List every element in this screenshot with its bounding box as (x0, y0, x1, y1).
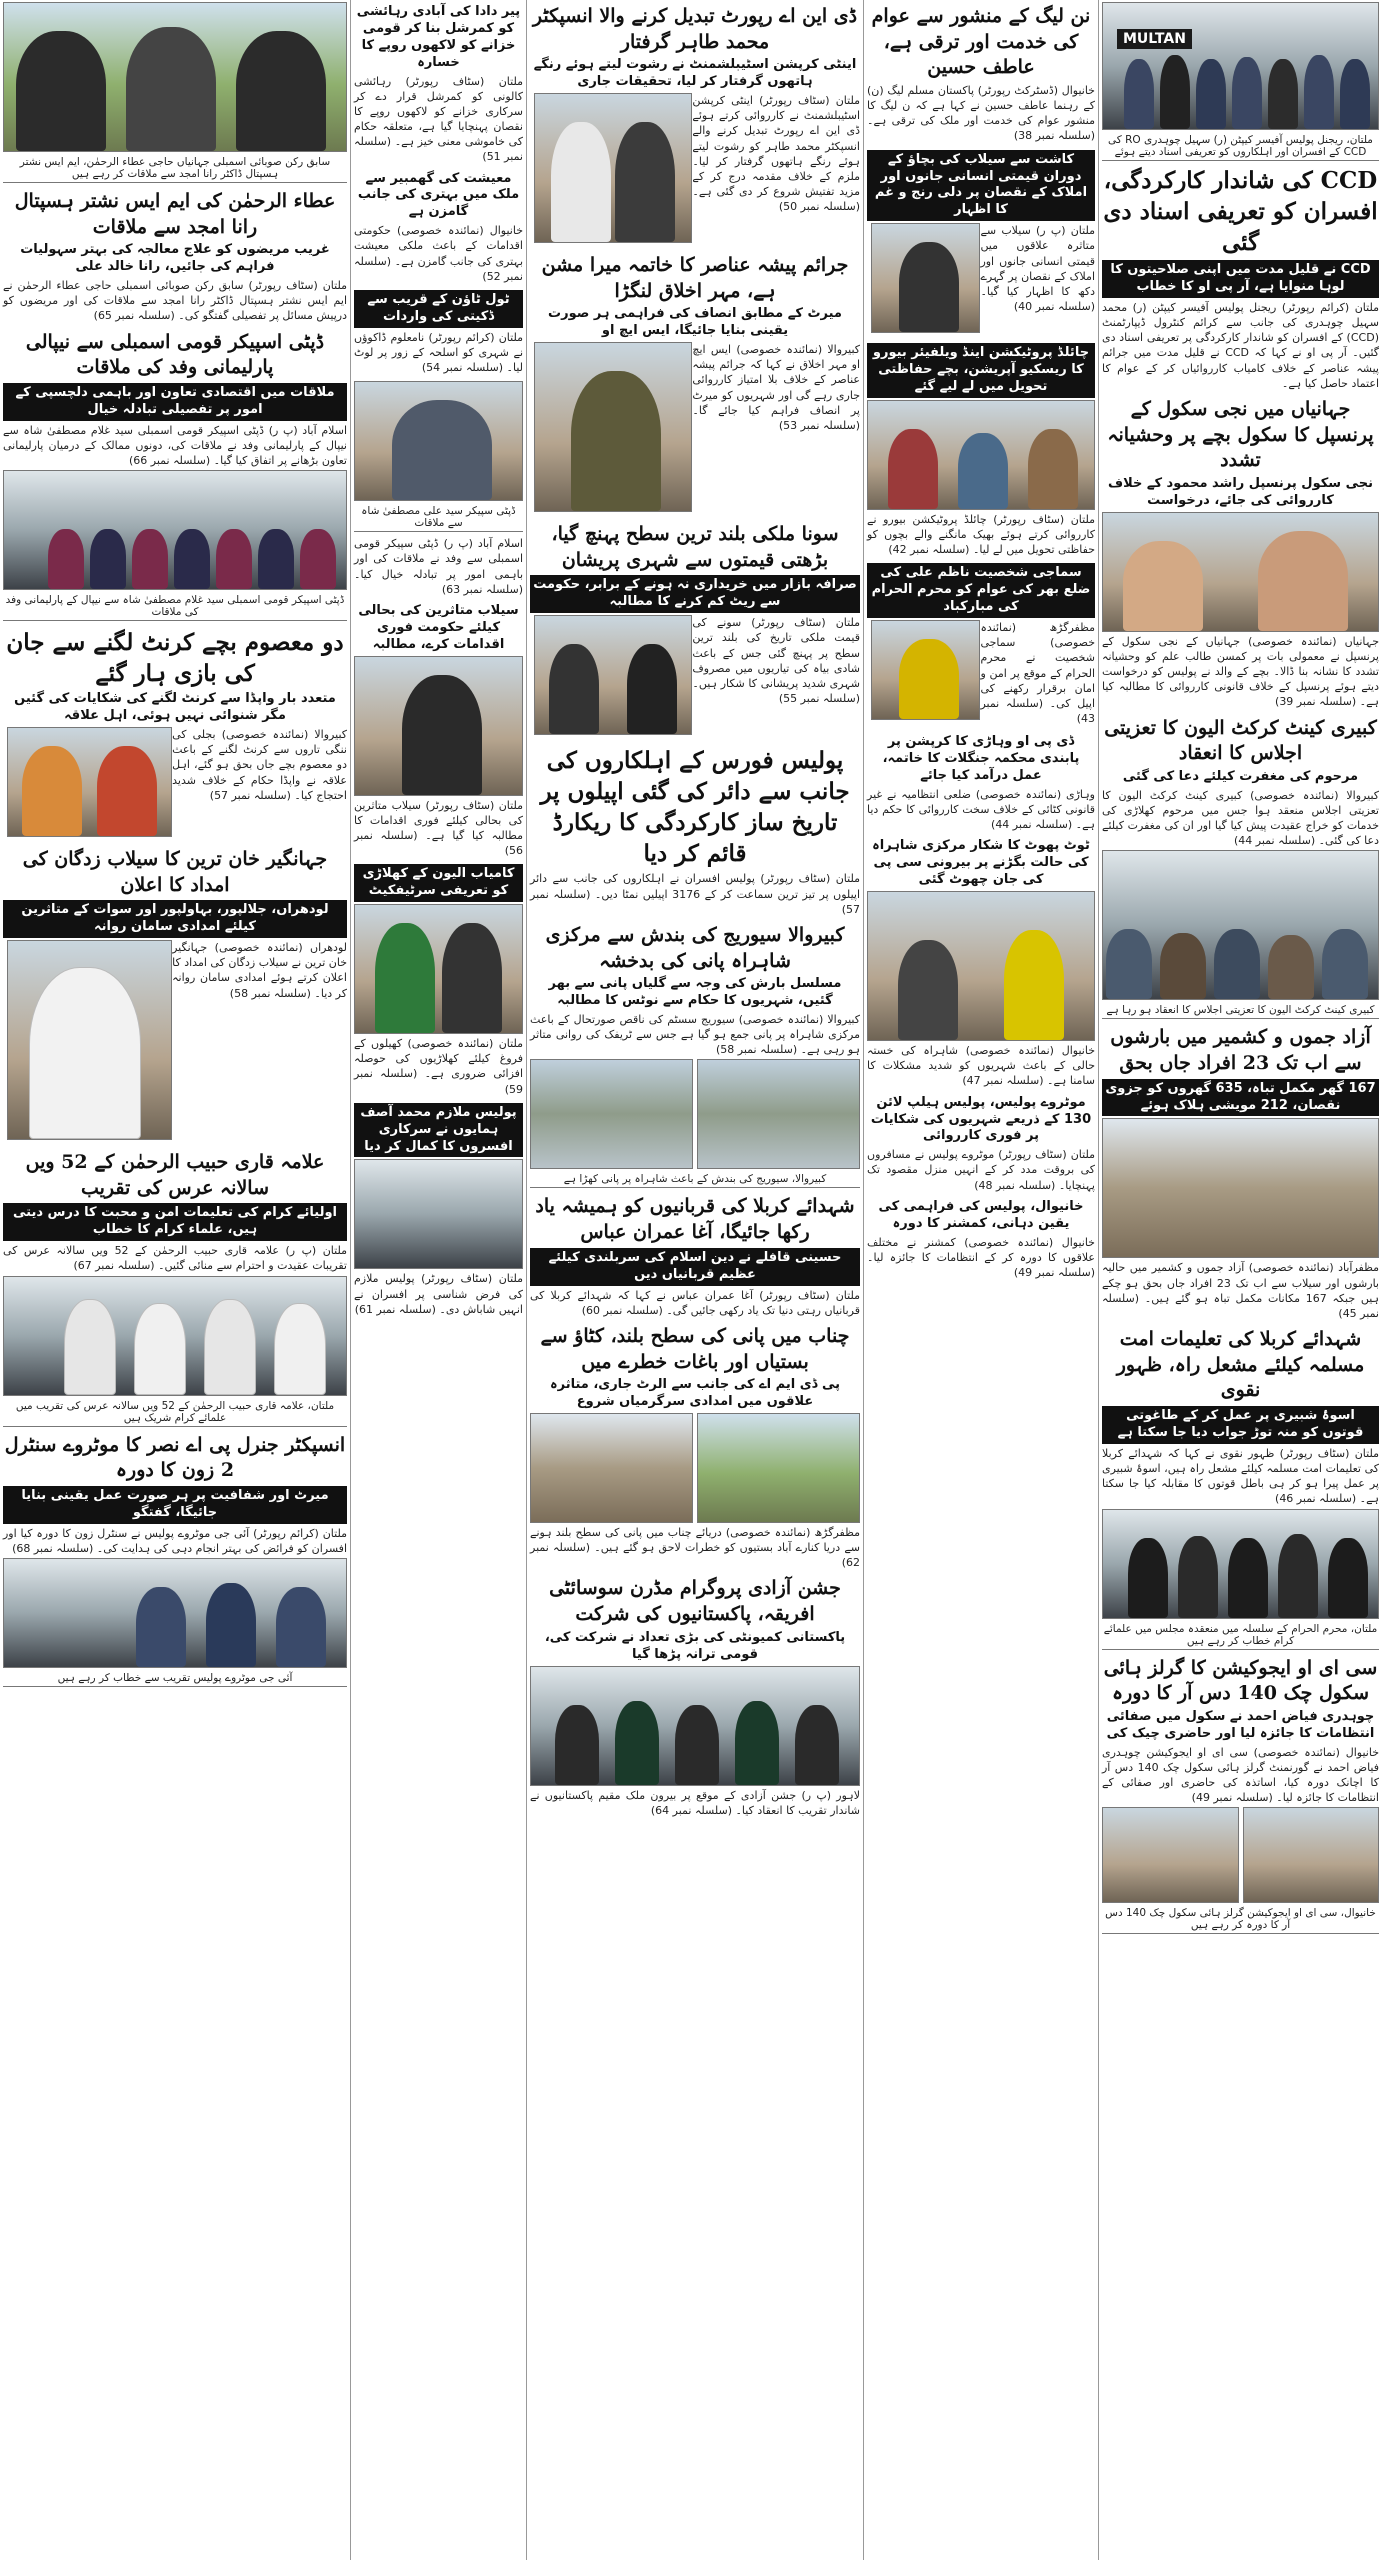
social-figure-headline: سماجی شخصیت ناظم علی کی ضلع بھر کی عوام کو محرم الحرام کی مبارکباد (867, 563, 1095, 618)
story-police-employee (354, 1103, 523, 1317)
independence-day-headline: جشن آزادی پروگرام مڈرن سوسائٹی افریقہ، پاکستانیوں کی شرکت (549, 1577, 841, 1626)
motorway-help-body: ملتان (سٹاف رپورٹر) موٹروے پولیس نے مسافروں کی بروقت مدد کر کے انہیں منزل مقصود تک پہنچایا۔ (سلسلہ نمبر 48) (867, 1148, 1095, 1192)
multan-police-logo: MULTAN (1117, 29, 1192, 49)
sewerage-subheadline: مسلسل بارش کی وجہ سے گلیاں پانی سے بھر گئیں، شہریوں کا حکام سے نوٹس کا مطالبہ (548, 976, 842, 1009)
commercial-land-body: ملتان (سٹاف رپورٹر) رہائشی کالونی کو کمرشل قرار دے کر سرکاری خزانے کو لاکھوں روپے کا نقصان پہنچایا گیا ہے، متعلقہ حکام کی خاموشی معنی خیز ہے۔ (سلسلہ نمبر 51) (354, 74, 523, 164)
child-protection-headline: چائلڈ پروٹیکشن اینڈ ویلفیئر بیورو کا ریسکیو آپریشن، بچے حفاظتی تحویل میں لے لیے گئے (867, 343, 1095, 398)
police-appeals-body: ملتان (سٹاف رپورٹر) پولیس افسران نے اہلکاروں کی جانب سے دائر اپیلوں پر تیز ترین سماعت کر کے 3176 اپیلیں نمٹا دیں۔ (سلسلہ نمبر 57) (530, 872, 861, 916)
deputy-speaker-photo (354, 381, 523, 501)
story-sewerage (530, 923, 860, 1189)
story-ig-motorway (3, 1433, 347, 1687)
electrocution-body: کبیروالا (نمائندہ خصوصی) بجلی کی ننگی تاروں سے کرنٹ لگنے کے باعث دو معصوم بچے جاں بحق ہو گئے، اہل علاقہ نے واپڈا حکام کے خلاف شدید احتجاج کیا۔ (سلسلہ نمبر 57) (172, 728, 347, 802)
dna-report-headline: ڈی این اے رپورٹ تبدیل کرنے والا انسپکٹر محمد طاہر گرفتار (532, 5, 858, 53)
school-visit-photo-2 (1102, 1807, 1239, 1903)
story-urs (3, 1150, 347, 1426)
story-pmln (867, 4, 1095, 144)
grieving-family-photo (7, 727, 172, 837)
independence-event-photo (530, 1666, 860, 1786)
story-cricket-certificate (354, 864, 523, 1096)
dna-report-subheadline: اینٹی کرپشن اسٹیبلشمنٹ نے رشوت لیتے ہوئے رنگے ہاتھوں گرفتار کر لیا، تحقیقات جاری (533, 57, 857, 90)
economy-headline: معیشت کی گھمبیر سے ملک میں بہتری کی جانب گامزن ہے (357, 170, 520, 220)
robbery-body: ملتان (کرائم رپورٹر) نامعلوم ڈاکوؤں نے شہری کو اسلحہ کے زور پر لوٹ لیا۔ (سلسلہ نمبر 54) (354, 330, 523, 375)
motorway-help-headline: موٹروے پولیس، پولیس ہیلپ لائن 130 کے ذریعے شہریوں کی شکایات پر فوری کارروائی (870, 1094, 1092, 1144)
flood-relief-headline: سیلاب متاثرین کی بحالی کیلئے حکومت فوری اقدامات کرے، مطالبہ (358, 602, 519, 652)
ccd-headline: CCD کی شاندار کارکردگی، افسران کو تعریفی اسناد دی گئی (1103, 167, 1378, 257)
story-jahangir-tareen (3, 847, 347, 1144)
robbery-headline: ٹول ٹاؤن کے قریب سے ڈکیتی کی واردات (354, 290, 523, 328)
ceo-education-caption: خانیوال، سی ای او ایجوکیشن گرلز ہائی سکول چک 140 دس آر کا دورہ کر رہے ہیں (1102, 1905, 1379, 1934)
story-electrocution (3, 627, 347, 841)
injured-child-photo (1102, 512, 1379, 632)
flood-relief-body: ملتان (سٹاف رپورٹر) سیلاب متاثرین کی بحالی کیلئے فوری اقدامات کا مطالبہ کیا گیا ہے۔ (سلسلہ نمبر 56) (354, 798, 523, 858)
arrest-photo (534, 93, 692, 243)
cricket-meeting-caption: کبیری کینٹ کرکٹ الیون کا تعزیتی اجلاس کا انعقاد ہو رہا ہے (1102, 1002, 1379, 1019)
sho-body: کبیروالا (نمائندہ خصوصی) ایس ایچ او مہر اخلاق نے کہا کہ جرائم پیشہ عناصر کے خلاف بلا امتیاز کارروائی جاری رہے گی اور شہریوں کو میرٹ پر انصاف فراہم کیا جائے گا۔ (سلسلہ نمبر 53) (692, 343, 860, 432)
agha-imran-headline: شہدائے کربلا کی قربانیوں کو ہمیشہ یاد رکھا جائیگا، آغا عمران عباس (535, 1195, 855, 1244)
story-independence-day (530, 1576, 860, 1817)
story-robbery (354, 290, 523, 375)
story-chenab (530, 1324, 860, 1571)
pmln-headline: نن لیگ کے منشور سے عوام کی خدمت اور ترقی ہے، عاطف حسین (871, 5, 1091, 79)
nepal-delegation-headline: ڈپٹی اسپیکر قومی اسمبلی سے نیپالی پارلیمانی وفد کی ملاقات (25, 330, 325, 379)
urs-body: ملتان (پ ر) علامہ قاری حبیب الرحمٰن کے 52 ویں سالانہ عرس کی تقریبات عقیدت و احترام سے منائی گئیں۔ (سلسلہ نمبر 67) (3, 1244, 347, 1273)
road-damage-headline: ٹوٹ پھوٹ کا شکار مرکزی شاہراہ کی حالت بگڑنے پر بیرونی سی پی کی جان چھوٹ گئی (872, 838, 1090, 888)
atta-meeting-caption: سابق رکن صوبائی اسمبلی جہانیاں حاجی عطاء الرحمٰن، ایم ایس نشتر ہسپتال ڈاکٹر رانا امجد سے ملاقات کر رہے ہیں (3, 154, 347, 183)
waterlogged-road-photo-2 (530, 1059, 693, 1169)
story-gold-price (530, 522, 860, 739)
ceo-education-headline: سی ای او ایجوکیشن کا گرلز ہائی سکول چک 140 دس آر کا دورہ (1103, 1656, 1378, 1705)
karbala-naqvi-subheadline: اسوۂ شبیری پر عمل کر کے طاغوتی قوتوں کو منہ توڑ جواب دیا جا سکتا ہے (1102, 1406, 1379, 1444)
ig-motorway-body: ملتان (کرائم رپورٹر) آئی جی موٹروے پولیس نے سنٹرل زون کا دورہ کیا اور افسران کو فرائض کی بہتر انجام دہی کی ہدایت کی۔ (سلسلہ نمبر 68) (3, 1526, 347, 1555)
nepal-delegation-photo (3, 470, 347, 590)
independence-day-subheadline: پاکستانی کمیونٹی کی بڑی تعداد نے شرکت کی، قومی ترانہ پڑھا گیا (544, 1629, 846, 1662)
collapsed-wall-photo (1102, 1118, 1379, 1258)
story-forest (867, 734, 1095, 832)
atta-nishtar-subheadline: غریب مریضوں کو علاج معالجہ کی بہتر سہولیات فراہم کی جائیں، رانا خالد علی (20, 242, 330, 275)
ccd-subheadline: CCD نے قلیل مدت میں اپنی صلاحیتوں کا لوہا منوایا ہے، آر پی او کا خطاب (1102, 260, 1379, 298)
story-school-torture (1102, 397, 1379, 710)
story-ceo-education (1102, 1656, 1379, 1935)
majlis-caption: ملتان، محرم الحرام کے سلسلہ میں منعقدہ مجلس میں علمائے کرام خطاب کر رہے ہیں (1102, 1621, 1379, 1650)
flood-grief-portrait (871, 223, 980, 333)
flood-relief-portrait (354, 656, 523, 796)
story-karbala-naqvi (1102, 1327, 1379, 1649)
story-police-appeals (530, 745, 860, 917)
story-economy (354, 171, 523, 284)
cricket-meeting-body: کبیروالا (نمائندہ خصوصی) کبیری کینٹ کرکٹ الیون کا تعزیتی اجلاس منعقد ہوا جس میں مرحوم کھلاڑی کی خدمات کو خراج عقیدت پیش کیا گیا اور ان کی مغفرت کیلئے دعا کی گئی۔ (سلسلہ نمبر 44) (1102, 788, 1379, 848)
police-employee-photo (354, 1159, 523, 1269)
kashmir-rain-headline: آزاد جموں و کشمیر میں بارشوں سے اب تک 23 افراد جاں بحق (1110, 1026, 1371, 1075)
story-child-protection (867, 343, 1095, 557)
story-commissioner (867, 1199, 1095, 1280)
nepal-delegation-subheadline: ملاقات میں اقتصادی تعاون اور باہمی دلچسپی کے امور پر تفصیلی تبادلہ خیال (3, 383, 347, 421)
story-dna-report (530, 4, 860, 247)
cricket-meeting-headline: کبیری کینٹ کرکٹ الیون کا تعزیتی اجلاس کا انعقاد (1104, 716, 1377, 765)
story-sho (530, 253, 860, 516)
school-visit-photo-1 (1243, 1807, 1380, 1903)
pmln-body: خانیوال (ڈسٹرکٹ رپورٹر) پاکستان مسلم لیگ (ن) کے رہنما عاطف حسین نے کہا ہے کہ ن لیگ کا منشور عوام کی خدمت اور ملک کی ترقی ہے۔ (سلسلہ نمبر 38) (867, 83, 1095, 143)
urs-caption: ملتان، علامہ قاری حبیب الرحمٰن کے 52 ویں سالانہ عرس کی تقریب میں علمائے کرام شریک ہیں (3, 1398, 347, 1427)
commissioner-body: خانیوال (نمائندہ خصوصی) کمشنر نے مختلف علاقوں کا دورہ کر کے انتظامات کا جائزہ لیا۔ (سلسلہ نمبر 49) (867, 1235, 1095, 1279)
ccd-photo-caption: ملتان، ریجنل پولیس آفیسر کیپٹن (ر) سہیل چوہدری RO کی CCD کے افسران اور اہلکاروں کو تعریفی اسناد دیتے ہوئے (1102, 132, 1379, 161)
child-protection-body: ملتان (سٹاف رپورٹر) چائلڈ پروٹیکشن بیورو نے کارروائی کرتے ہوئے بھیک مانگنے والے بچوں کو حفاظتی تحویل میں لے لیا۔ (سلسلہ نمبر 42) (867, 512, 1095, 557)
ccd-body: ملتان (کرائم رپورٹر) ریجنل پولیس آفیسر کیپٹن (ر) محمد سہیل چوہدری کی جانب سے کرائم کنٹرول ڈیپارٹمنٹ (CCD) کے افسران کو شاندار کارکردگی پر تعریفی اسناد دی گئیں۔ آر پی او نے کہا کہ CCD نے قلیل مدت میں جرائم پیشہ عناصر کے خلاف کامیاب کارروائیاں کر کے عوام کا اعتماد حاصل کیا ہے۔ (1102, 300, 1379, 390)
story-ccd (1102, 2, 1379, 391)
school-torture-subheadline: نجی سکول پرنسپل راشد محمود کے خلاف کارروائی کی جائے، درخواست (1107, 475, 1374, 508)
economy-body: خانیوال (نمائندہ خصوصی) حکومتی اقدامات کے باعث ملکی معیشت بہتری کی جانب گامزن ہے۔ (سلسلہ نمبر 52) (354, 224, 523, 283)
police-appeals-headline: پولیس فورس کے اہلکاروں کی جانب سے دائر کی گئی اپیلوں پر تاریخ ساز کارکردگی کا ریکارڈ قائم کر دیا (540, 747, 850, 868)
jahangir-tareen-headline: جہانگیر خان ترین کا سیلاب زدگان کی امداد کا اعلان (22, 848, 328, 896)
column-3 (527, 0, 864, 2560)
chenab-subheadline: پی ڈی ایم اے کی جانب سے الرٹ جاری، متاثرہ علاقوں میں امدادی سرگرمیاں شروع (550, 1377, 840, 1410)
gold-price-body: ملتان (سٹاف رپورٹر) سونے کی قیمت ملکی تاریخ کی بلند ترین سطح پر پہنچ گئی جس کے باعث شادی بیاہ کی تیاریوں میں مصروف شہری شدید پریشانی کا شکار ہیں۔ (سلسلہ نمبر 55) (692, 616, 860, 706)
road-damage-body: خانیوال (نمائندہ خصوصی) شاہراہ کی خستہ حالی کے باعث شہریوں کو شدید مشکلات کا سامنا ہے۔ (سلسلہ نمبر 47) (867, 1044, 1095, 1088)
kashmir-rain-body: مظفرآباد (نمائندہ خصوصی) آزاد جموں و کشمیر میں حالیہ بارشوں اور سیلاب سے اب تک 23 افراد جاں بحق ہو چکے ہیں جبکہ 167 مکانات مکمل تباہ ہو گئے ہیں۔ (سلسلہ نمبر 45) (1102, 1261, 1379, 1320)
rescue-photo (867, 891, 1095, 1041)
gold-price-headline: سونا ملکی بلند ترین سطح پہنچ گیا، بڑھتی قیمتوں سے شہری پریشان (551, 523, 839, 571)
story-nepal-delegation (3, 330, 347, 622)
certificate-photo (354, 904, 523, 1034)
column-1 (1099, 0, 1382, 2560)
majlis-photo (1102, 1509, 1379, 1619)
karbala-naqvi-body: ملتان (سٹاف رپورٹر) ظہور نقوی نے کہا کہ شہدائے کربلا کی تعلیمات امت مسلمہ کیلئے مشعل راہ ہیں، اسوۂ شبیری پر عمل پیرا ہو کر ہی باطل قوتوں کا مقابلہ کیا جا سکتا ہے۔ (سلسلہ نمبر 46) (1102, 1446, 1379, 1506)
jahangir-tareen-subheadline: لودھراں، جلالپور، بہاولپور اور سوات کے متاثرین کیلئے امدادی سامان روانہ (3, 900, 347, 938)
ceo-education-body: خانیوال (نمائندہ خصوصی) سی ای او ایجوکیشن چوہدری فیاض احمد نے گورنمنٹ گرلز ہائی سکول چک 140 دس آر کا اچانک دورہ کیا، اساتذہ کی حاضری اور صفائی کے انتظامات کا جائزہ لیا۔ (سلسلہ نمبر 49) (1102, 1745, 1380, 1805)
urs-photo (3, 1276, 347, 1396)
school-torture-headline: جہانیاں میں نجی سکول کے پرنسپل کا سکول بچے پر وحشیانہ تشدد (1107, 397, 1374, 472)
deputy-speaker-body: اسلام آباد (پ ر) ڈپٹی سپیکر قومی اسمبلی سے وفد نے ملاقات کی اور باہمی امور پر تبادلہ خیال کیا۔ (سلسلہ نمبر 63) (354, 537, 523, 596)
story-commercial-land (354, 4, 523, 165)
gold-price-subheadline: صرافہ بازار میں خریداری نہ ہونے کے برابر، حکومت سے ریٹ کم کرنے کا مطالبہ (530, 575, 860, 613)
police-employee-headline: پولیس ملازم محمد آصف ہمایوں نے سرکاری افسروں کا کمال کر دیا (354, 1103, 523, 1158)
social-figure-portrait (871, 620, 980, 720)
story-atta-photo (3, 2, 347, 183)
agha-imran-body: ملتان (سٹاف رپورٹر) آغا عمران عباس نے کہا کہ شہدائے کربلا کی قربانیاں رہتی دنیا تک یاد رکھی جائیں گی۔ (سلسلہ نمبر 60) (530, 1288, 860, 1317)
ig-motorway-caption: آئی جی موٹروے پولیس تقریب سے خطاب کر رہے ہیں (3, 1670, 347, 1687)
ccd-group-photo (1102, 2, 1379, 130)
kashmir-rain-subheadline: 167 گھر مکمل تباہ، 635 گھروں کو جزوی نقصان، 212 مویشی ہلاک ہوئے (1102, 1079, 1379, 1117)
story-social-figure (867, 563, 1095, 728)
deputy-speaker-caption: ڈپٹی سپیکر سید علی مصطفیٰ شاہ سے ملاقات (354, 503, 523, 532)
ig-motorway-subheadline: میرٹ اور شفافیت پر ہر صورت عمل یقینی بنایا جائیگا، گفتگو (3, 1486, 347, 1524)
ig-motorway-headline: انسپکٹر جنرل پی اے نصر کا موٹروے سنٹرل 2 زون کا دورہ (4, 1433, 346, 1482)
column-2 (864, 0, 1099, 2560)
school-torture-body: جہانیاں (نمائندہ خصوصی) جہانیاں کے نجی سکول کے پرنسپل نے معمولی بات پر کمسن طالب علم کو وحشیانہ تشدد کا نشانہ بنا ڈالا۔ بچے کے والد نے پولیس کو درخواست دیتے ہوئے پرنسپل کے خلاف قانونی کارروائی کا مطالبہ کیا ہے۔ (سلسلہ نمبر 39) (1102, 634, 1379, 709)
atta-nishtar-body: ملتان (سٹاف رپورٹر) سابق رکن صوبائی اسمبلی حاجی عطاء الرحمٰن نے ایم ایس نشتر ہسپتال ڈاکٹر رانا امجد سے ملاقات کی اور مریضوں کو درپیش مسائل پر تفصیلی گفتگو کی۔ (سلسلہ نمبر 65) (3, 279, 347, 323)
karbala-naqvi-headline: شہدائے کربلا کی تعلیمات امت مسلمہ کیلئے مشعل راہ، ظہور نقوی (1116, 1328, 1365, 1402)
sho-portrait (534, 342, 692, 512)
agha-imran-subheadline: حسینی قافلے نے دین اسلام کی سربلندی کیلئے عظیم قربانیاں دیں (530, 1248, 860, 1286)
story-flood-relief (354, 603, 523, 858)
forest-headline: ڈی پی او وہاڑی کا کرپشن پر پابندی محکمہ جنگلات کا خاتمہ، عمل درآمد کیا جائے (882, 734, 1080, 784)
column-5 (0, 0, 351, 2560)
story-kashmir-rain (1102, 1025, 1379, 1321)
jahangir-tareen-portrait (7, 940, 172, 1140)
river-erosion-photo-2 (530, 1413, 693, 1523)
nepal-delegation-body: اسلام آباد (پ ر) ڈپٹی اسپیکر قومی اسمبلی سید غلام مصطفیٰ شاہ سے نیپال کے پارلیمانی وفد نے ملاقات کی، دونوں ممالک کے درمیان پارلیمانی تعاون بڑھانے پر اتفاق کیا گیا۔ (سلسلہ نمبر 66) (3, 423, 347, 467)
waterlogged-road-photo-1 (697, 1059, 860, 1169)
electrocution-subheadline: متعدد بار واپڈا سے کرنٹ لگنے کی شکایات کی گئیں مگر شنوائی نہیں ہوئی، اہل علاقہ (14, 691, 336, 724)
dna-report-body: ملتان (سٹاف رپورٹر) اینٹی کرپشن اسٹیبلشمنٹ نے کارروائی کرتے ہوئے ڈی این اے رپورٹ تبدیل کرنے والے انسپکٹر محمد طاہر کو رشوت لیتے ہوئے رنگے ہاتھوں گرفتار کر لیا۔ ملزم کے خلاف مقدمہ درج کر کے مزید تفتیش شروع کر دی گئی ہے۔ (سلسلہ نمبر 50) (692, 94, 860, 214)
urs-headline: علامہ قاری حبیب الرحمٰن کے 52 ویں سالانہ عرس کی تقریب (25, 1151, 325, 1199)
cricket-certificate-body: ملتان (نمائندہ خصوصی) کھیلوں کے فروغ کیلئے کھلاڑیوں کی حوصلہ افزائی ضروری ہے۔ (سلسلہ نمبر 59) (354, 1037, 523, 1096)
story-cricket-meeting (1102, 716, 1379, 1020)
cricket-meeting-subheadline: مرحوم کی مغفرت کیلئے دعا کی گئی (1122, 768, 1359, 784)
electrocution-headline: دو معصوم بچے کرنٹ لگنے سے جان کی بازی ہار گئے (6, 629, 344, 688)
story-deputy-speaker-photo (354, 381, 523, 597)
river-erosion-photo-1 (697, 1413, 860, 1523)
cricket-certificate-headline: کامیاب الیون کے کھلاڑی کو تعریفی سرٹیفکیٹ (354, 864, 523, 902)
nepal-delegation-caption: ڈپٹی اسپیکر قومی اسمبلی سید غلام مصطفیٰ شاہ سے نیپال کے پارلیمانی وفد کی ملاقات (3, 592, 347, 621)
atta-meeting-photo (3, 2, 347, 152)
jahangir-tareen-body: لودھراں (نمائندہ خصوصی) جہانگیر خان ترین نے سیلاب زدگان کی امداد کا اعلان کرتے ہوئے امدادی سامان روانہ کر دیا۔ (سلسلہ نمبر 58) (172, 941, 347, 1000)
ig-motorway-photo (3, 1558, 347, 1668)
independence-day-body: لاہور (پ ر) جشن آزادی کے موقع پر بیرون ملک مقیم پاکستانیوں نے شاندار تقریب کا انعقاد کیا۔ (سلسلہ نمبر 64) (530, 1788, 860, 1817)
sewerage-caption: کبیروالا، سیوریج کی بندش کے باعث شاہراہ پر پانی کھڑا ہے (530, 1171, 860, 1188)
flood-grief-body: ملتان (پ ر) سیلاب سے متاثرہ علاقوں میں قیمتی انسانی جانوں اور املاک کے نقصان پر گہرے دکھ کا اظہار کیا گیا۔ (سلسلہ نمبر 40) (980, 224, 1095, 314)
commercial-land-headline: پیر دادا کی آبادی رہائشی کو کمرشل بنا کر قومی خزانے کو لاکھوں روپے کا خسارہ (356, 4, 521, 70)
chenab-body: مظفرگڑھ (نمائندہ خصوصی) دریائے چناب میں پانی کی سطح بلند ہونے سے دریا کنارے آباد بستیوں کو خطرات لاحق ہو گئے ہیں۔ (سلسلہ نمبر 62) (530, 1525, 860, 1570)
story-atta-nishtar (3, 189, 347, 324)
story-agha-imran (530, 1194, 860, 1317)
sewerage-headline: کبیروالا سیوریج کی بندش سے مرکزی شاہراہ پانی کی بدخشہ (545, 923, 845, 972)
gold-shop-photo (534, 615, 692, 735)
sho-headline: جرائم پیشہ عناصر کا خاتمہ میرا مشن ہے، مہر اخلاق لنگڑا (541, 254, 849, 302)
cricket-meeting-photo (1102, 850, 1379, 1000)
forest-body: وہاڑی (نمائندہ خصوصی) ضلعی انتظامیہ نے غیر قانونی کٹائی کے خلاف سخت کارروائی کا حکم دیا ہے۔ (سلسلہ نمبر 44) (867, 787, 1095, 832)
chenab-headline: چناب میں پانی کی سطح بلند، کٹاؤ سے بستیاں اور باغات خطرے میں (540, 1324, 850, 1373)
story-flood-grief (867, 150, 1095, 338)
atta-nishtar-headline: عطاء الرحمٰن کی ایم ایس نشتر ہسپتال رانا امجد سے ملاقات (14, 190, 336, 238)
police-employee-body: ملتان (سٹاف رپورٹر) پولیس ملازم کی فرض شناسی پر افسران نے انہیں شاباش دی۔ (سلسلہ نمبر 61) (354, 1272, 523, 1316)
ceo-education-subheadline: چوہدری فیاض احمد نے سکول میں صفائی انتظامات کا جائزہ لیا اور حاضری چیک کی (1106, 1708, 1375, 1741)
commissioner-headline: خانیوال، پولیس کی فراہمی کی یقین دہانی، کمشنر کا دورہ (878, 1198, 1084, 1231)
flood-grief-headline: کاشت سے سیلاب کی بچاؤ کے دوران قیمتی انسانی جانوں اور املاک کے نقصان پر دلی رنج و غم کا اظہار (867, 150, 1095, 222)
social-figure-body: مظفرگڑھ (نمائندہ خصوصی) سماجی شخصیت نے محرم الحرام کے موقع پر امن و امان برقرار رکھنے کی اپیل کی۔ (سلسلہ نمبر 43) (980, 621, 1095, 726)
urs-subheadline: اولیائے کرام کی تعلیمات امن و محبت کا درس دیتی ہیں، علماء کرام کا خطاب (3, 1203, 347, 1241)
story-motorway-help (867, 1095, 1095, 1193)
children-photo (867, 400, 1095, 510)
sho-subheadline: میرٹ کے مطابق انصاف کی فراہمی ہر صورت یقینی بنایا جائیگا، ایس ایچ او (548, 306, 842, 339)
column-4 (351, 0, 527, 2560)
sewerage-body: کبیروالا (نمائندہ خصوصی) سیوریج سسٹم کی ناقص صورتحال کے باعث مرکزی شاہراہ پر پانی جمع ہو گیا ہے جس سے ٹریفک کی روانی متاثر ہو رہی ہے۔ (سلسلہ نمبر 58) (530, 1012, 860, 1057)
story-road-damage (867, 838, 1095, 1088)
